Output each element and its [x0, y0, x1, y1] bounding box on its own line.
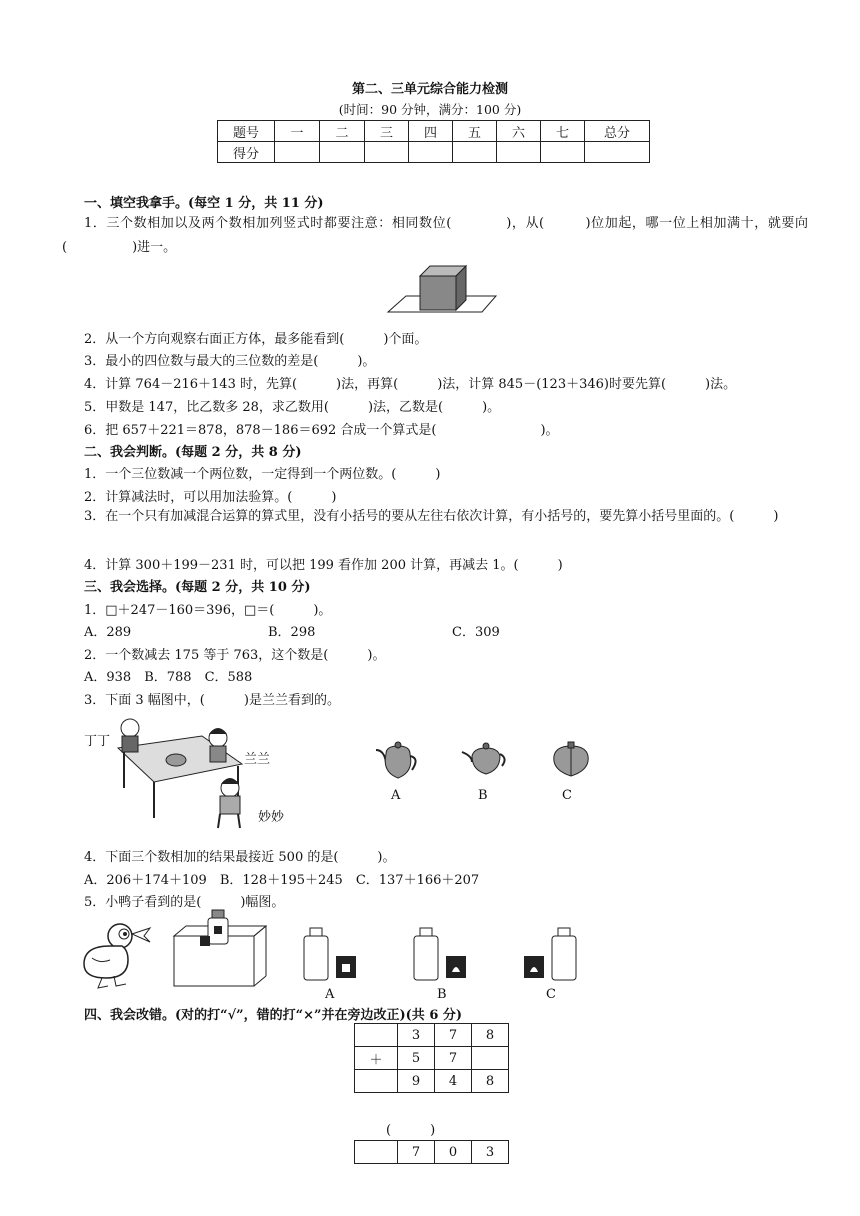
- option-label-b: B: [437, 987, 447, 1002]
- table-cell: ＋: [355, 1047, 398, 1070]
- view-option-b-icon: [410, 926, 470, 982]
- page-subtitle: (时间：90 分钟，满分：100 分): [338, 102, 522, 117]
- option-c: C．309: [452, 625, 500, 640]
- teapot-b-icon: [460, 740, 510, 784]
- table-cell: 3: [472, 1141, 509, 1164]
- name-label-dingding: 丁丁: [84, 734, 111, 749]
- option-label-a: A: [325, 987, 335, 1002]
- table-cell: 7: [435, 1024, 472, 1047]
- option-label-b: B: [478, 788, 488, 803]
- table-cell: 8: [472, 1070, 509, 1093]
- table-row: [355, 1024, 509, 1047]
- question-text: 4．计算 764－216＋143 时，先算( )法，再算( )法，计算 845－(123＋346)时要先算( )法。: [84, 377, 737, 392]
- table-cell: 二: [320, 121, 365, 142]
- table-cell: [355, 1024, 398, 1047]
- table-cell: 4: [435, 1070, 472, 1093]
- name-label-lanlan: 兰兰: [244, 752, 271, 767]
- table-cell: 5: [398, 1047, 435, 1070]
- view-option-c-icon: [520, 926, 584, 982]
- question-text: 5．甲数是 147，比乙数多 28，求乙数用( )法，乙数是( )。: [84, 400, 501, 415]
- option-label-c: C: [546, 987, 556, 1002]
- view-option-a-icon: [300, 926, 360, 982]
- table-cell: 得分: [218, 142, 275, 163]
- page-title: 第二、三单元综合能力检测: [351, 82, 508, 97]
- section-heading: 一、填空我拿手。(每空 1 分，共 11 分): [84, 196, 324, 211]
- table-cell: 0: [435, 1141, 472, 1164]
- option-label-c: C: [562, 788, 572, 803]
- score-input-cell[interactable]: [541, 142, 585, 163]
- question-text: 1．□＋247－160＝396，□＝( )。: [84, 603, 332, 618]
- table-cell: 7: [435, 1047, 472, 1070]
- score-input-cell[interactable]: [453, 142, 497, 163]
- cube-figure: [386, 264, 504, 318]
- question-text: 4．下面三个数相加的结果最接近 500 的是( )。: [84, 850, 396, 865]
- kids-table-figure: [110, 718, 250, 830]
- table-cell: 总分: [585, 121, 650, 142]
- score-header-row: [218, 121, 650, 142]
- option-list: A．938 B．788 C．588: [84, 670, 253, 685]
- table-cell: 9: [398, 1070, 435, 1093]
- answer-paren[interactable]: ( ): [386, 1123, 436, 1138]
- section-heading: 三、我会选择。(每题 2 分，共 10 分): [84, 580, 311, 595]
- table-cell: 四: [409, 121, 453, 142]
- question-text: 3．下面 3 幅图中，( )是兰兰看到的。: [84, 693, 340, 708]
- question-text: 5．小鸭子看到的是( )幅图。: [84, 895, 285, 910]
- table-cell: 一: [275, 121, 320, 142]
- question-text: 2．从一个方向观察右面正方体，最多能看到( )个面。: [84, 332, 428, 347]
- name-label-miaomiao: 妙妙: [258, 810, 285, 825]
- score-input-cell[interactable]: [497, 142, 541, 163]
- table-cell: 三: [365, 121, 409, 142]
- option-b: B．298: [268, 625, 316, 640]
- question-text: 4．计算 300＋199－231 时，可以把 199 看作加 200 计算，再减去 1。( ): [84, 558, 563, 573]
- vertical-addition-table: [354, 1023, 509, 1093]
- question-text: 6．把 657＋221＝878，878－186＝692 合成一个算式是( )。: [84, 423, 559, 438]
- table-row: [355, 1141, 509, 1164]
- question-text: 3．最小的四位数与最大的三位数的差是( )。: [84, 354, 376, 369]
- table-cell: [472, 1047, 509, 1070]
- question-text: 2．一个数减去 175 等于 763，这个数是( )。: [84, 648, 386, 663]
- score-value-row: [218, 142, 650, 163]
- teapot-c-icon: [546, 740, 596, 784]
- question-text: 3．在一个只有加减混合运算的算式里，没有小括号的要从左往右依次计算，有小括号的，要先算小括号里面的。( ): [84, 509, 779, 524]
- question-text: 1．三个数相加以及两个数相加列竖式时都要注意：相同数位( )，从( )位加起，哪一位上相加满十，就要向( )进一。: [62, 216, 808, 255]
- option-list: A．206＋174＋109 B．128＋195＋245 C．137＋166＋207: [84, 873, 480, 888]
- table-cell: [355, 1141, 398, 1164]
- score-input-cell[interactable]: [409, 142, 453, 163]
- table-row: [355, 1047, 509, 1070]
- table-cell: 七: [541, 121, 585, 142]
- duck-icon: [78, 918, 158, 990]
- question-text: 1．一个三位数减一个两位数，一定得到一个两位数。( ): [84, 467, 441, 482]
- teapot-a-icon: [372, 740, 422, 784]
- table-cell: 3: [398, 1024, 435, 1047]
- box-scene-figure: [170, 906, 270, 988]
- option-a: A．289: [84, 625, 132, 640]
- table-cell: 8: [472, 1024, 509, 1047]
- score-input-cell[interactable]: [275, 142, 320, 163]
- score-input-cell[interactable]: [585, 142, 650, 163]
- score-table: [217, 120, 650, 163]
- table-cell: [355, 1070, 398, 1093]
- table-row: [355, 1070, 509, 1093]
- section-heading: 四、我会改错。(对的打“√”，错的打“×”并在旁边改正)(共 6 分): [84, 1008, 463, 1023]
- score-input-cell[interactable]: [320, 142, 365, 163]
- option-label-a: A: [391, 788, 401, 803]
- table-cell: 五: [453, 121, 497, 142]
- table-cell: 六: [497, 121, 541, 142]
- table-cell: 题号: [218, 121, 275, 142]
- score-input-cell[interactable]: [365, 142, 409, 163]
- vertical-calc-table: [354, 1140, 509, 1164]
- section-heading: 二、我会判断。(每题 2 分，共 8 分): [84, 445, 302, 460]
- table-cell: 7: [398, 1141, 435, 1164]
- question-text: 2．计算减法时，可以用加法验算。( ): [84, 490, 337, 505]
